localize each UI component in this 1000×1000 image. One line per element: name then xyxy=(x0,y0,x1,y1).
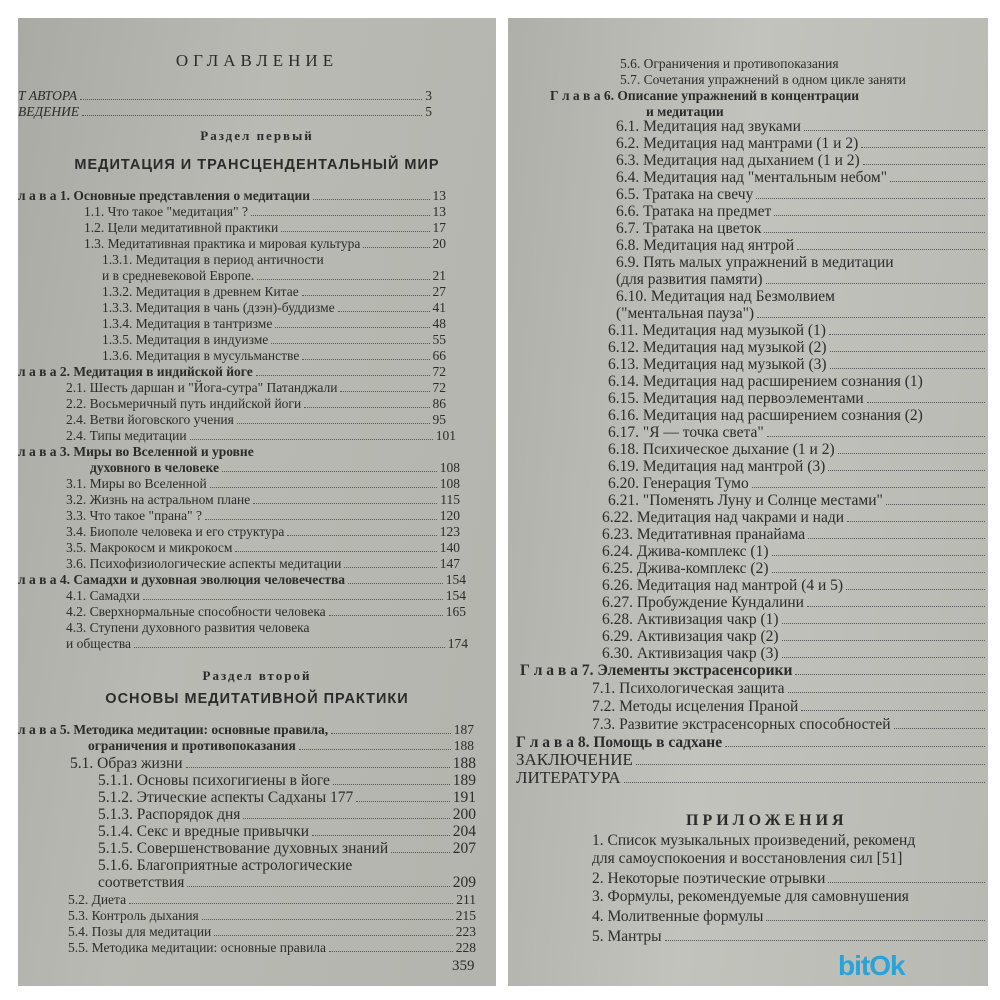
toc-entry: 6.2. Медитация над мантрами (1 и 2) xyxy=(616,135,988,153)
chapter-heading: Г л а в а 8. Помощь в садхане xyxy=(516,734,988,752)
toc-entry: 2.1. Шесть даршан и "Йога-сутра" Патанджали 72 xyxy=(66,380,446,395)
toc-entry: 6.14. Медитация над расширением сознания (1) xyxy=(608,373,923,390)
toc-entry: 6.25. Джива-комплекс (2) xyxy=(602,560,988,578)
toc-entry: 6.4. Медитация над "ментальным небом" xyxy=(616,169,988,187)
toc-entry: 6.20. Генерация Тумо xyxy=(608,475,988,493)
toc-entry: 5.1.6. Благоприятные астрологические xyxy=(98,857,353,874)
left-page xyxy=(18,18,496,986)
toc-entry: 3.4. Биополе человека и его структура 123 xyxy=(66,524,460,539)
toc-entry: 5.1.4. Секс и вредные привычки 204 xyxy=(98,823,476,840)
toc-entry: 2.2. Восьмеричный путь индийской йоги 86 xyxy=(66,396,446,411)
appendix-title: ПРИЛОЖЕНИЯ xyxy=(686,812,848,829)
toc-entry: 1.3. Медитативная практика и мировая культура 20 xyxy=(84,236,446,251)
part-label: Раздел первый xyxy=(200,128,314,143)
chapter-heading: Г л а в а 6. Описание упражнений в концентрации xyxy=(550,88,860,103)
toc-entry: 6.15. Медитация над первоэлементами xyxy=(608,390,988,408)
toc-entry: 7.2. Методы исцеления Праной xyxy=(592,698,988,716)
toc-entry: 5.7. Сочетания упражнений в одном цикле заняти xyxy=(620,72,906,87)
toc-entry: 5.1.5. Совершенствование духовных знаний 207 xyxy=(98,840,476,857)
toc-entry: 6.5. Тратака на свечу xyxy=(616,186,988,204)
right-page xyxy=(508,18,988,986)
toc-entry: 6.13. Медитация над музыкой (3) xyxy=(608,356,988,374)
watermark-logo: bitOk xyxy=(838,950,905,981)
toc-entry-literature: ЛИТЕРАТУРА xyxy=(516,768,988,787)
toc-entry: 5.2. Диета 211 xyxy=(68,892,476,907)
part-title: ОСНОВЫ МЕДИТАТИВНОЙ ПРАКТИКИ xyxy=(105,691,409,707)
chapter-heading: л а в а 1. Основные представления о медитации 13 xyxy=(18,188,446,203)
toc-entry: 6.18. Психическое дыхание (1 и 2) xyxy=(608,441,988,459)
chapter-heading: л а в а 2. Медитация в индийской йоге 72 xyxy=(18,364,446,379)
toc-entry: и общества 174 xyxy=(66,636,468,651)
toc-entry: 5.1. Образ жизни 188 xyxy=(70,755,476,772)
toc-entry: 1.2. Цели медитативной практики 17 xyxy=(84,220,446,235)
toc-entry: 6.10. Медитация над Безмолвием xyxy=(616,288,835,305)
chapter-heading: л а в а 3. Миры во Вселенной и уровне xyxy=(18,444,254,459)
toc-entry: 6.28. Активизация чакр (1) xyxy=(602,611,988,629)
toc-entry: (для развития памяти) xyxy=(616,271,988,289)
toc-entry: 1.3.3. Медитация в чань (дзэн)-буддизме 41 xyxy=(102,300,446,315)
toc-entry-intro: ВЕДЕНИЕ 5 xyxy=(18,104,432,119)
toc-entry: 6.24. Джива-комплекс (1) xyxy=(602,543,988,561)
toc-entry: 3.2. Жизнь на астральном плане 115 xyxy=(66,492,460,507)
chapter-heading: л а в а 4. Самадхи и духовная эволюция человечества 154 xyxy=(18,572,466,587)
toc-entry: 5.1.1. Основы психогигиены в йоге 189 xyxy=(98,772,476,789)
appendix-item-cont: для самоуспокоения и восстановления сил [51] xyxy=(592,850,903,867)
toc-entry: 5.5. Методика медитации: основные правила 228 xyxy=(68,940,476,955)
toc-entry: 4.1. Самадхи 154 xyxy=(66,588,466,603)
toc-entry: 5.6. Ограничения и противопоказания xyxy=(620,56,839,71)
toc-entry: 1.3.1. Медитация в период античности xyxy=(102,252,324,267)
page-number: 359 xyxy=(452,958,475,974)
part-title: МЕДИТАЦИЯ И ТРАНСЦЕНДЕНТАЛЬНЫЙ МИР xyxy=(74,157,440,173)
toc-entry: 1.3.2. Медитация в древнем Китае 27 xyxy=(102,284,446,299)
toc-entry: 6.3. Медитация над дыханием (1 и 2) xyxy=(616,152,988,170)
toc-entry: соответствия 209 xyxy=(98,874,476,891)
toc-entry: 4.3. Ступени духовного развития человека xyxy=(66,620,310,635)
toc-entry: 6.16. Медитация над расширением сознания (2) xyxy=(608,407,923,424)
toc-entry: 6.23. Медитативная пранайама xyxy=(602,526,988,544)
toc-entry: 7.3. Развитие экстрасенсорных способностей xyxy=(592,716,988,734)
toc-entry: 3.1. Миры во Вселенной 108 xyxy=(66,476,460,491)
toc-entry: 1.3.6. Медитация в мусульманстве 66 xyxy=(102,348,446,363)
toc-entry: 6.29. Активизация чакр (2) xyxy=(602,628,988,646)
toc-entry: 1.1. Что такое "медитация" ? 13 xyxy=(84,204,446,219)
toc-entry: 6.19. Медитация над мантрой (3) xyxy=(608,458,988,476)
toc-entry: 6.7. Тратака на цветок xyxy=(616,220,988,238)
appendix-item: 1. Список музыкальных произведений, рекоменд xyxy=(592,832,916,849)
appendix-item: 2. Некоторые поэтические отрывки xyxy=(592,870,988,888)
appendix-item: 3. Формулы, рекомендуемые для самовнушения xyxy=(592,888,909,905)
toc-entry: 6.6. Тратака на предмет xyxy=(616,203,988,221)
toc-entry: 2.4. Ветви йоговского учения 95 xyxy=(66,412,446,427)
toc-entry: 1.3.5. Медитация в индуизме 55 xyxy=(102,332,446,347)
toc-entry: 3.5. Макрокосм и микрокосм 140 xyxy=(66,540,460,555)
toc-entry: 4.2. Сверхнормальные способности человека 165 xyxy=(66,604,466,619)
part-label: Раздел второй xyxy=(202,668,312,683)
toc-entry: 6.12. Медитация над музыкой (2) xyxy=(608,339,988,357)
toc-entry: 6.22. Медитация над чакрами и нади xyxy=(602,509,988,527)
toc-entry: 6.27. Пробуждение Кундалини xyxy=(602,594,988,612)
toc-entry: 7.1. Психологическая защита xyxy=(592,680,988,698)
toc-entry: 6.26. Медитация над мантрой (4 и 5) xyxy=(602,577,988,595)
toc-entry-author: Т АВТОРА 3 xyxy=(18,88,432,103)
appendix-item: 5. Мантры xyxy=(592,928,988,946)
toc-entry: 6.21. "Поменять Луну и Солнце местами" xyxy=(608,492,988,510)
chapter-heading: л а в а 5. Методика медитации: основные правила, 187 xyxy=(18,722,474,737)
toc-entry: 3.3. Что такое "прана" ? 120 xyxy=(66,508,460,523)
toc-entry: 2.4. Типы медитации 101 xyxy=(66,428,456,443)
toc-entry-conclusion: ЗАКЛЮЧЕНИЕ xyxy=(516,750,988,769)
toc-entry: 1.3.4. Медитация в тантризме 48 xyxy=(102,316,446,331)
toc-entry: 6.30. Активизация чакр (3) xyxy=(602,645,988,663)
appendix-item: 4. Молитвенные формулы xyxy=(592,908,988,926)
toc-entry: 6.17. "Я — точка света" xyxy=(608,424,988,442)
toc-entry: и в средневековой Европе. 21 xyxy=(102,268,446,283)
chapter-heading-cont: духовного в человеке 108 xyxy=(90,460,460,475)
toc-entry: 6.11. Медитация над музыкой (1) xyxy=(608,322,988,340)
chapter-heading-cont: ограничения и противопоказания 188 xyxy=(88,738,474,753)
chapter-heading-cont: и медитации xyxy=(646,104,724,119)
toc-entry: 5.3. Контроль дыхания 215 xyxy=(68,908,476,923)
toc-entry: 5.1.3. Распорядок дня 200 xyxy=(98,806,476,823)
chapter-heading: Г л а в а 7. Элементы экстрасенсорики xyxy=(520,662,988,680)
toc-entry: 5.1.2. Этические аспекты Садханы 177 191 xyxy=(98,789,476,806)
toc-entry: 3.6. Психофизиологические аспекты медитации 147 xyxy=(66,556,460,571)
toc-entry: 5.4. Позы для медитации 223 xyxy=(68,924,476,939)
toc-entry: 6.1. Медитация над звуками xyxy=(616,118,988,136)
page-title: ОГЛАВЛЕНИЕ xyxy=(175,51,339,70)
toc-entry: 6.9. Пять малых упражнений в медитации xyxy=(616,254,894,271)
toc-entry: 6.8. Медитация над янтрой xyxy=(616,237,988,255)
toc-entry: ("ментальная пауза") xyxy=(616,305,988,323)
